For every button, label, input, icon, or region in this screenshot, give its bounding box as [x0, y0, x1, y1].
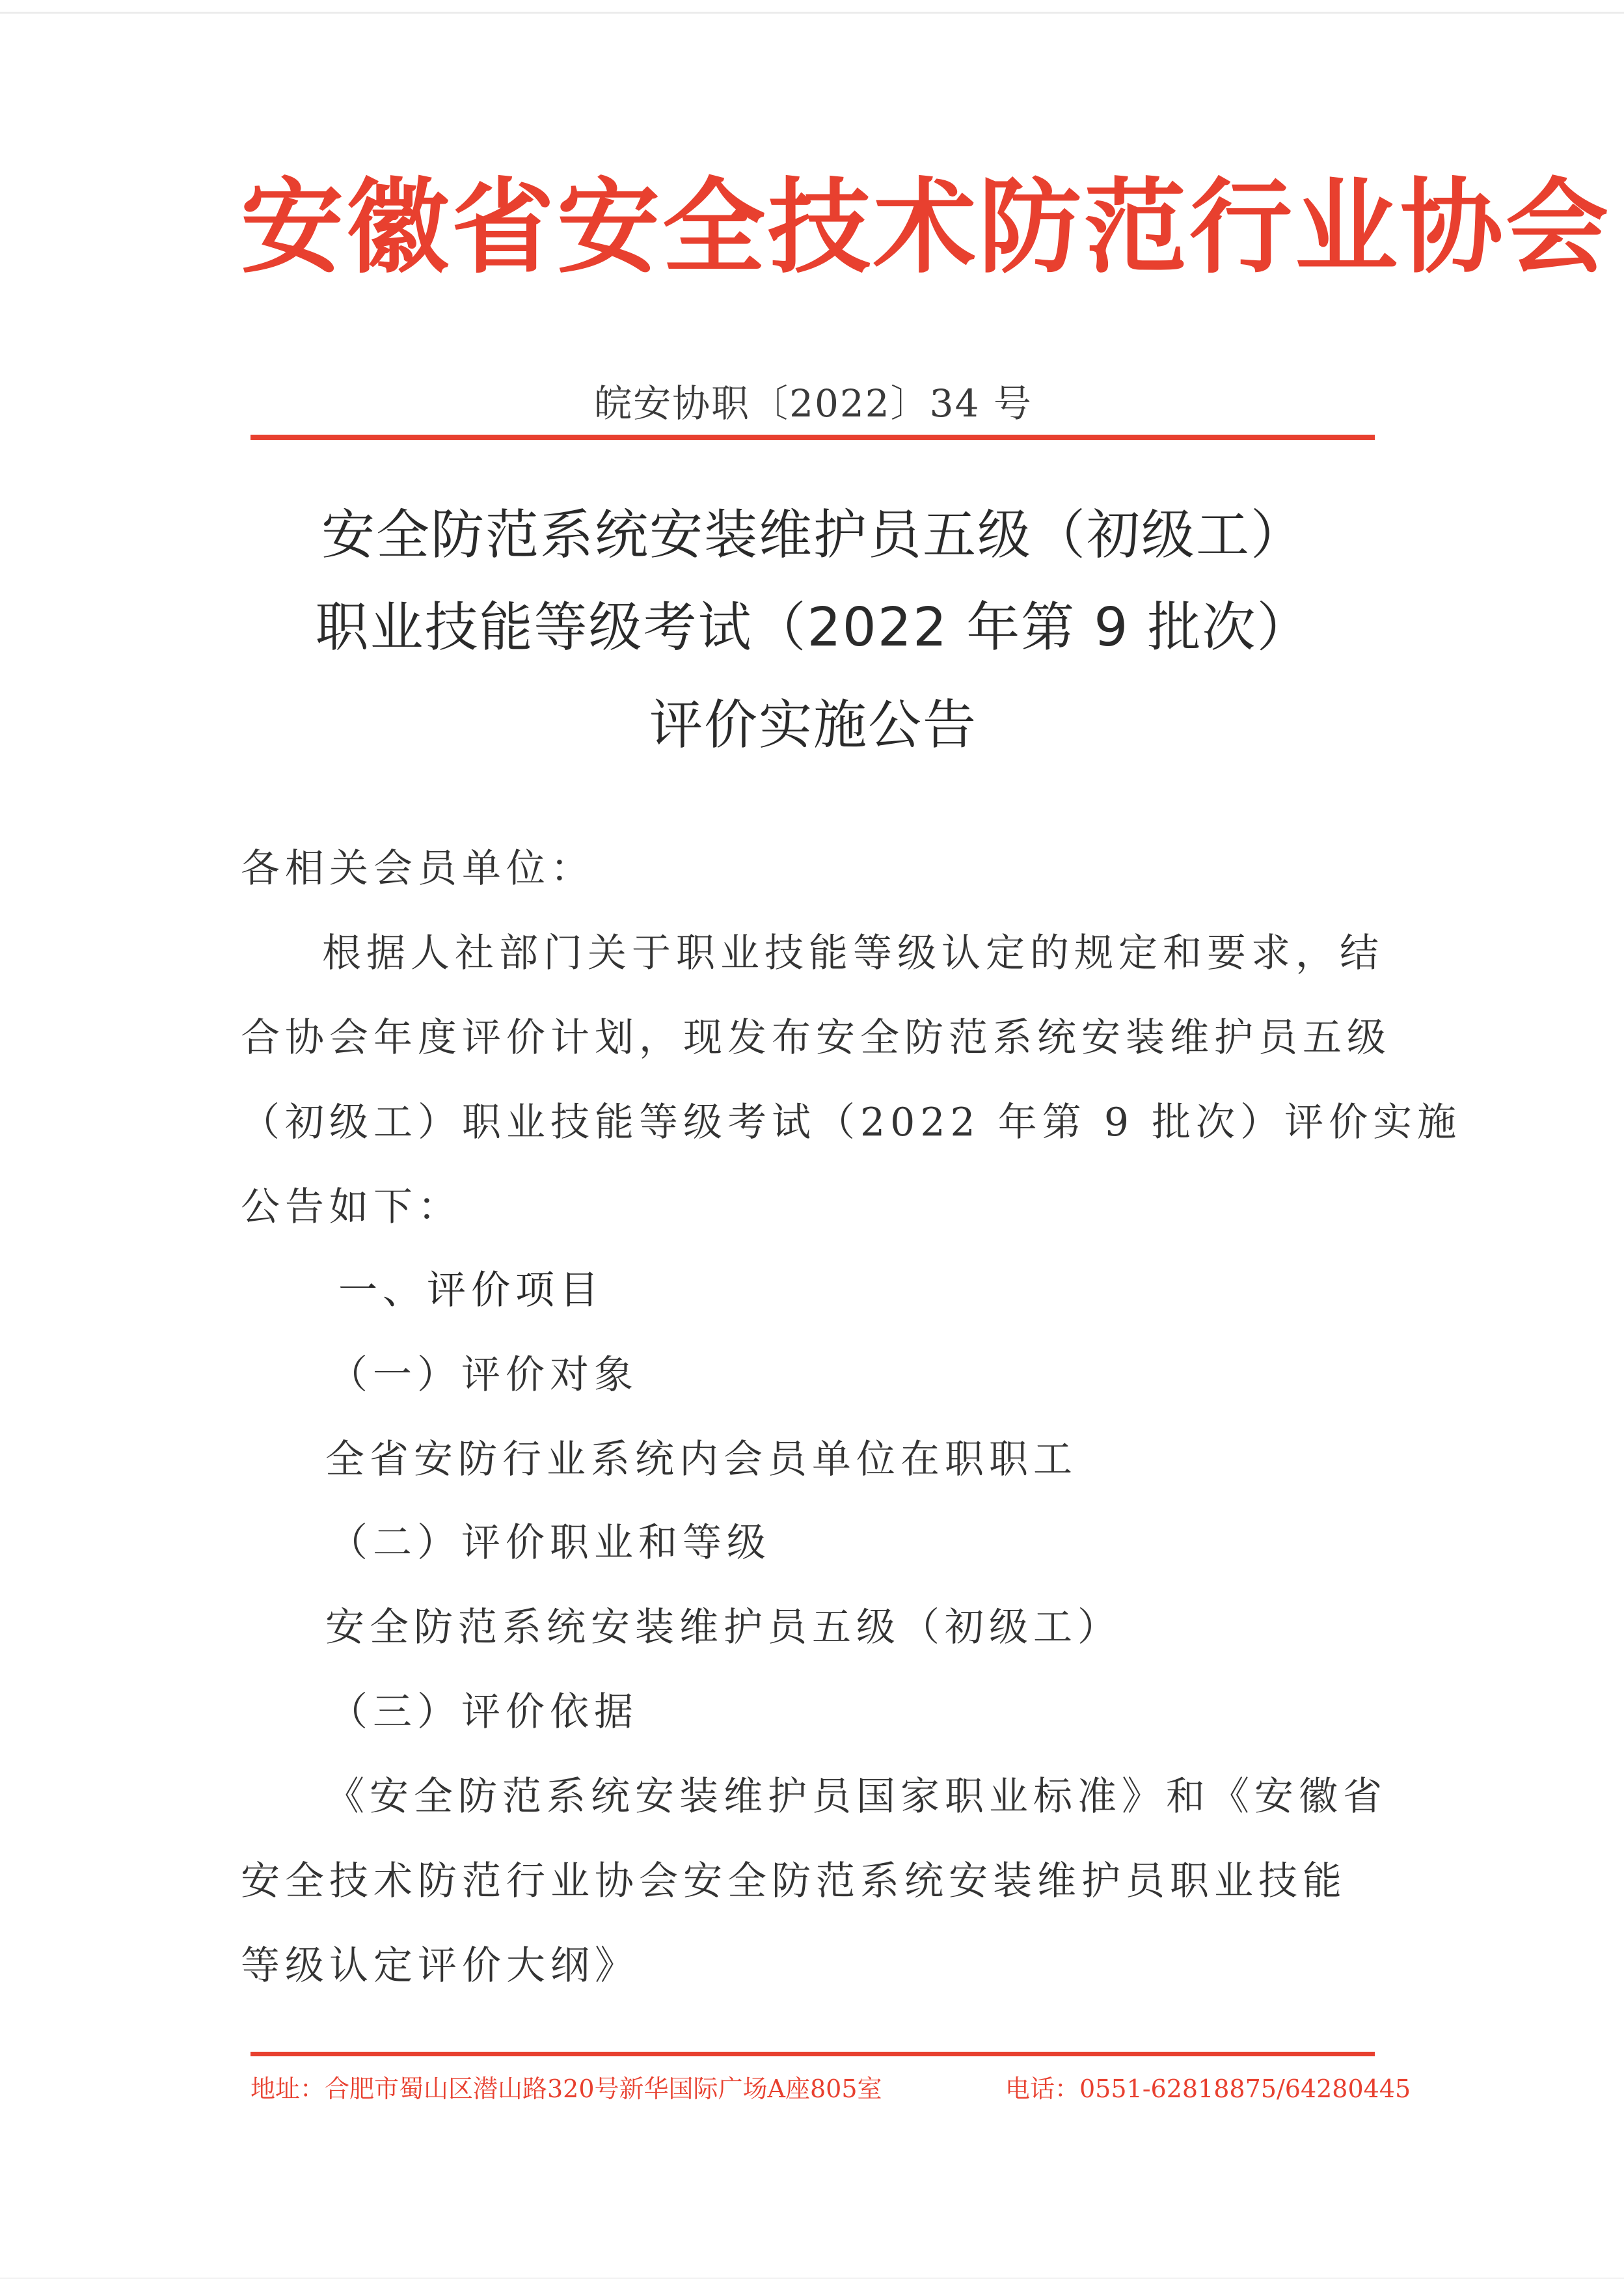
title-line-3: 评价实施公告 [649, 694, 977, 756]
subsection-2-text: 安全防范系统安装维护员五级（初级工） [325, 1605, 1122, 1650]
subsection-3-line-2: 安全技术防范行业协会安全防范系统安装维护员职业技能 [241, 1858, 1347, 1904]
document-number: 皖安协职〔2022〕34 号 [594, 381, 1033, 426]
section-1-heading: 一、评价项目 [338, 1268, 604, 1313]
title-line-2: 职业技能等级考试（2022 年第 9 批次） [315, 597, 1312, 659]
title-line-1: 安全防范系统安装维护员五级（初级工） [321, 504, 1305, 566]
footer-divider [250, 2052, 1375, 2056]
page-top-edge [0, 12, 1624, 14]
footer-address: 地址：合肥市蜀山区潜山路320号新华国际广场A座805室 [250, 2075, 882, 2103]
intro-line-3: （初级工）职业技能等级考试（2022 年第 9 批次）评价实施 [241, 1100, 1462, 1145]
letterhead-organization: 安徽省安全技术防范行业协会 [241, 167, 1611, 288]
subsection-3-heading: （三）评价依据 [329, 1689, 638, 1735]
intro-line-4: 公告如下： [241, 1184, 462, 1230]
salutation: 各相关会员单位： [241, 846, 595, 891]
page-bottom-edge [0, 2278, 1624, 2279]
footer-phone: 电话：0551-62818875/64280445 [1005, 2075, 1411, 2103]
subsection-2-heading: （二）评价职业和等级 [329, 1520, 771, 1566]
letterhead-divider [250, 435, 1375, 440]
intro-line-1: 根据人社部门关于职业技能等级认定的规定和要求，结 [322, 931, 1384, 976]
subsection-3-line-1: 《安全防范系统安装维护员国家职业标准》和《安徽省 [325, 1774, 1387, 1819]
subsection-1-heading: （一）评价对象 [329, 1352, 638, 1398]
subsection-1-text: 全省安防行业系统内会员单位在职职工 [325, 1437, 1077, 1482]
intro-line-2: 合协会年度评价计划，现发布安全防范系统安装维护员五级 [241, 1015, 1391, 1061]
subsection-3-line-3: 等级认定评价大纲》 [241, 1943, 639, 1989]
